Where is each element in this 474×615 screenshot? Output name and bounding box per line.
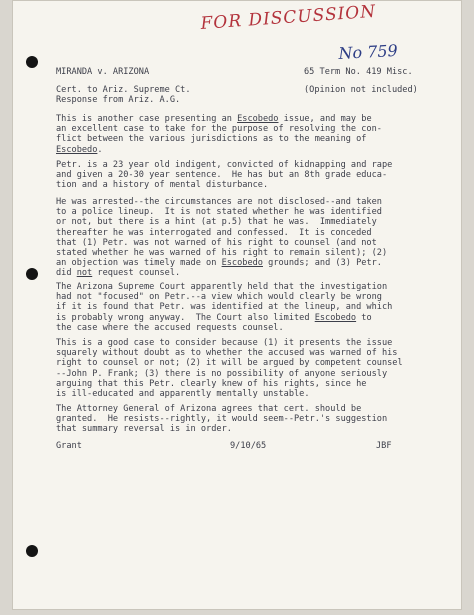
p6-text: that summary reversal is in order. [56,424,232,435]
p4-text: The Arizona Supreme Court apparently held that the investigation [56,282,388,292]
p4-text: had not "focused" on Petr.--a view which would clearly be wrong [56,292,382,303]
p2-text: Petr. is a 23 year old indigent, convicted of kidnapping and rape [56,160,393,170]
punch-hole-middle [26,268,38,280]
p4-text: is probably wrong anyway. The Court also limited [56,312,315,323]
p5-text: squarely without doubt as to whether the accused was warned of his [56,348,398,359]
handwritten-docket-note: No 759 [338,40,399,63]
paragraph-6 [56,404,387,435]
p3-text: grounds; and (3) Petr. [262,258,382,269]
p6-text: granted. He resists--rightly, it would seem--Petr.'s suggestion [56,414,388,425]
p1-text: This is another case presenting an [56,114,238,124]
punch-hole-top [26,56,38,68]
memo-date: 9/10/65 [230,441,267,451]
p6-text: The Attorney General of Arizona agrees that cert. should be [56,404,362,414]
p1-text: . [97,144,103,155]
p3-text: request counsel. [92,268,181,279]
disposition-recommendation: Grant [56,441,82,451]
p3-text: to a police lineup. It is not stated whether he was identified [56,207,382,218]
p2-text: and given a 20-30 year sentence. He has but an 8th grade educa- [56,170,388,181]
case-citation-escobedo: Escobedo [56,144,98,155]
emphasis-not: not [76,268,93,279]
p5-text: --John P. Frank; (3) there is no possibility of anyone seriously [56,368,388,379]
p2-text: tion and a history of mental disturbance. [56,180,269,191]
case-citation-escobedo: Escobedo [314,312,357,323]
p5-text: is ill-educated and apparently mentally unstable. [56,389,310,400]
case-citation-escobedo: Escobedo [237,114,279,124]
paragraph-4 [56,282,392,333]
p3-text: or not, but there is a hint (at p.5) that he was. Immediately [56,217,377,228]
opinion-note: (Opinion not included) [304,85,418,95]
p3-text: stated whether he was warned of his right to remain silent); (2) [56,248,388,259]
paragraph-5 [56,338,403,399]
p1-text: issue, and may be [278,114,372,124]
paragraph-3 [56,197,387,279]
p4-text: the case where the accused requests counsel. [56,322,284,333]
paragraph-1 [56,114,382,155]
p5-text: arguing that this Petr. clearly knew of his rights, since he [56,378,367,389]
punch-hole-bottom [26,545,38,557]
case-citation-escobedo: Escobedo [221,258,263,269]
p4-text: if it is found that Petr. was identified at the lineup, and which [56,302,393,313]
response-source: Response from Ariz. A.G. [56,95,181,105]
p3-text: did [56,268,77,279]
paragraph-2 [56,160,392,191]
p1-text: an excellent case to take for the purpose of resolving the con- [56,124,382,135]
p4-text: to [356,312,372,323]
p3-text: thereafter he was interrogated and confessed. It is conceded [56,227,372,238]
p5-text: This is a good case to consider because (1) it presents the issue [56,338,393,348]
p5-text: right to counsel or not; (2) it will be argued by competent counsel [56,358,403,369]
cert-source: Cert. to Ariz. Supreme Ct. [56,85,191,95]
case-name: MIRANDA v. ARIZONA [56,67,150,77]
p1-text: flict between the various jurisdictions as to the meaning of [56,134,367,145]
p3-text: an objection was timely made on [56,258,222,269]
term-number: 65 Term No. 419 Misc. [304,67,413,77]
p3-text: He was arrested--the circumstances are not disclosed--and taken [56,197,382,207]
p3-text: that (1) Petr. was not warned of his right to counsel (and not [56,237,377,248]
clerk-initials: JBF [376,441,392,451]
handwritten-header-note: FOR DISCUSSION [200,1,377,34]
